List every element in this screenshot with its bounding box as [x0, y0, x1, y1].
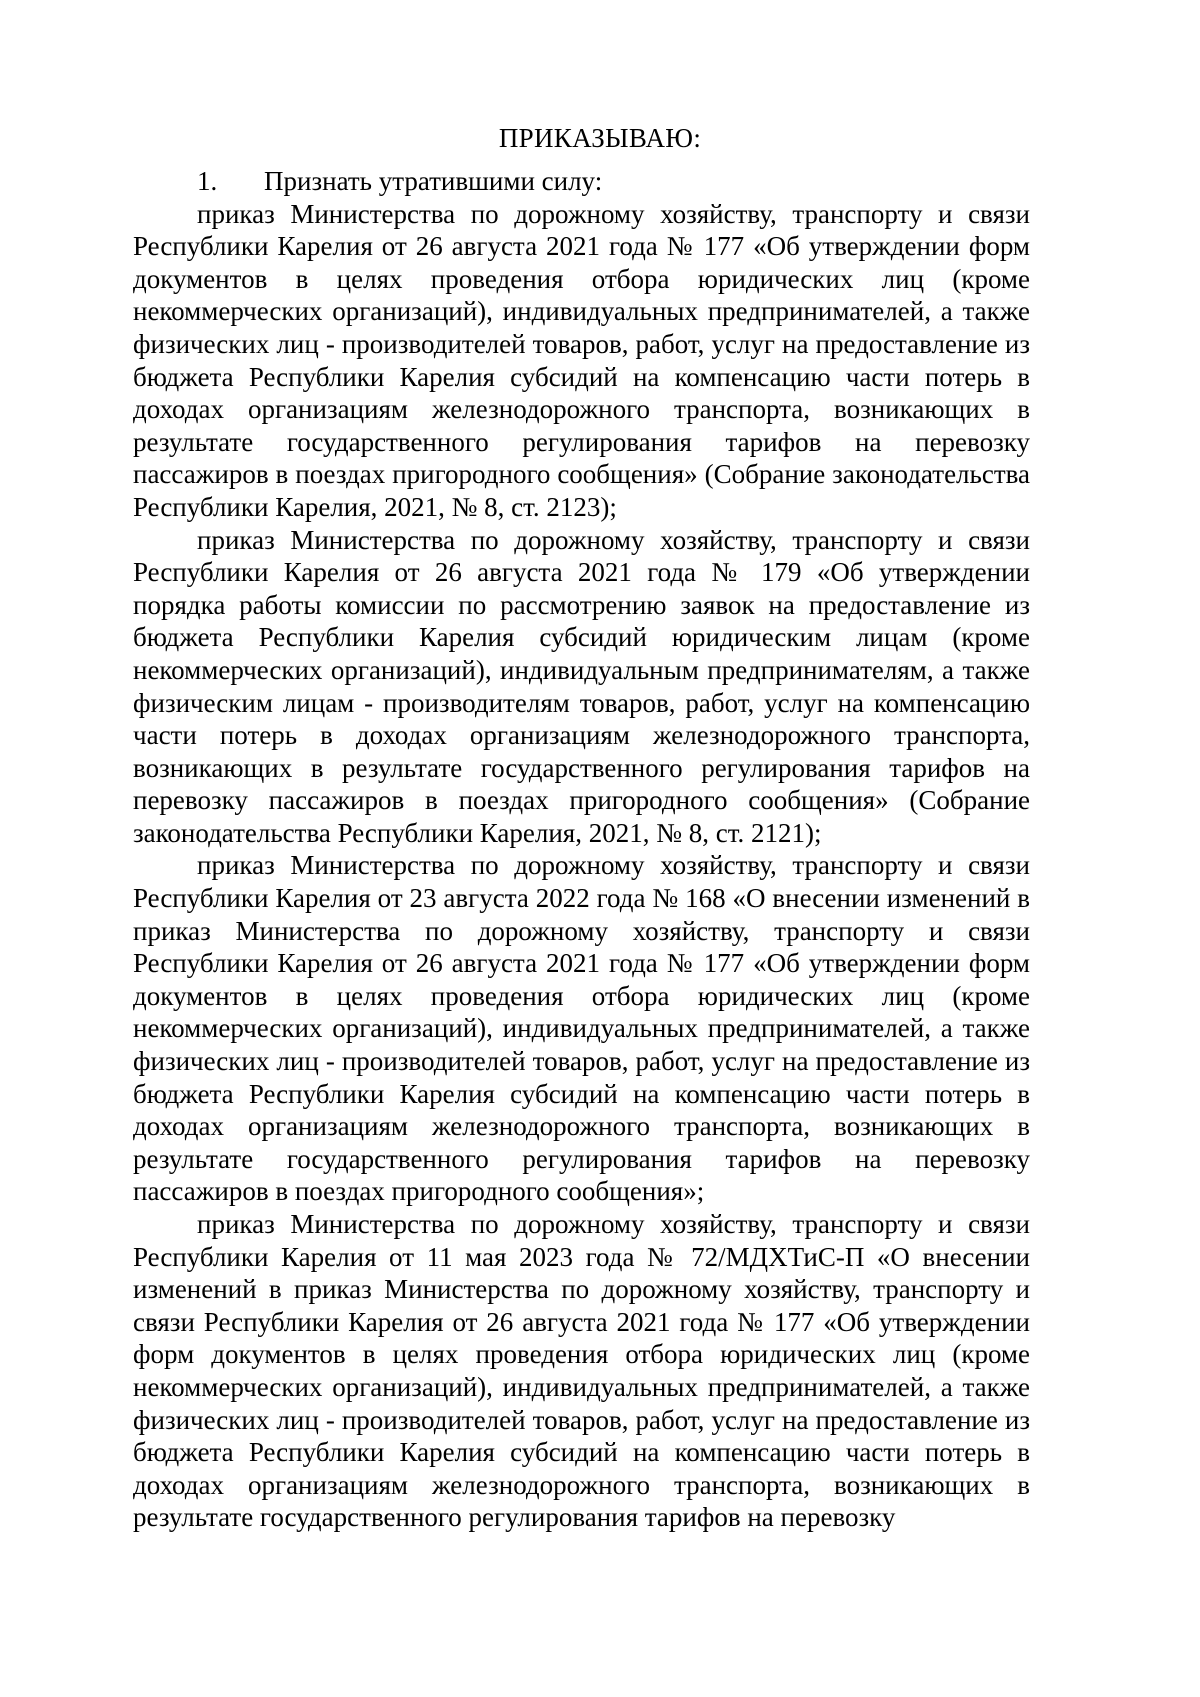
- list-item: [133, 165, 1030, 198]
- paragraph-order-72: приказ Министерства по дорожному хозяйству, транспорту и связи Республики Карелия от 11 мая 2023 года № 72/МДХТиС-П «О внесении изменений в приказ Министерства по дорожному хозяйству, транспорту и связи Республики Карелия от 26 августа 2021 года № 177 «Об утверждении форм документов в целях проведения отбора юридических лиц (кроме некоммерческих организаций), индивидуальных предпринимателей, а также физических лиц - производителей товаров, работ, услуг на предоставление из бюджета Республики Карелия субсидий на компенсацию части потерь в доходах организациям железнодорожного транспорта, возникающих в результате государственного регулирования тарифов на перевозку: [133, 1209, 1030, 1533]
- item-number: 1.: [197, 166, 218, 196]
- document-body: [133, 165, 1030, 1534]
- item-text: Признать утратившими силу:: [264, 166, 603, 196]
- paragraph-order-168: приказ Министерства по дорожному хозяйству, транспорту и связи Республики Карелия от 23 августа 2022 года № 168 «О внесении изменений в приказ Министерства по дорожному хозяйству, транспорту и связи Республики Карелия от 26 августа 2021 года № 177 «Об утверждении форм документов в целях проведения отбора юридических лиц (кроме некоммерческих организаций), индивидуальных предпринимателей, а также физических лиц - производителей товаров, работ, услуг на предоставление из бюджета Республики Карелия субсидий на компенсацию части потерь в доходах организациям железнодорожного транспорта, возникающих в результате государственного регулирования тарифов на перевозку пассажиров в поездах пригородного сообщения»;: [133, 850, 1030, 1207]
- paragraph-order-177: приказ Министерства по дорожному хозяйству, транспорту и связи Республики Карелия от 26 августа 2021 года № 177 «Об утверждении форм документов в целях проведения отбора юридических лиц (кроме некоммерческих организаций), индивидуальных предпринимателей, а также физических лиц - производителей товаров, работ, услуг на предоставление из бюджета Республики Карелия субсидий на компенсацию части потерь в доходах организациям железнодорожного транспорта, возникающих в результате государственного регулирования тарифов на перевозку пассажиров в поездах пригородного сообщения» (Собрание законодательства Республики Карелия, 2021, № 8, ст. 2123);: [133, 198, 1030, 522]
- order-heading: ПРИКАЗЫВАЮ:: [498, 123, 702, 153]
- paragraph-order-179: приказ Министерства по дорожному хозяйству, транспорту и связи Республики Карелия от 26 августа 2021 года № 179 «Об утверждении порядка работы комиссии по рассмотрению заявок на предоставление из бюджета Республики Карелия субсидий юридическим лицам (кроме некоммерческих организаций), индивидуальным предпринимателям, а также физическим лицам - производителям товаров, работ, услуг на компенсацию части потерь в доходах организациям железнодорожного транспорта, возникающих в результате государственного регулирования тарифов на перевозку пассажиров в поездах пригородного сообщения» (Собрание законодательства Республики Карелия, 2021, № 8, ст. 2121);: [133, 524, 1030, 848]
